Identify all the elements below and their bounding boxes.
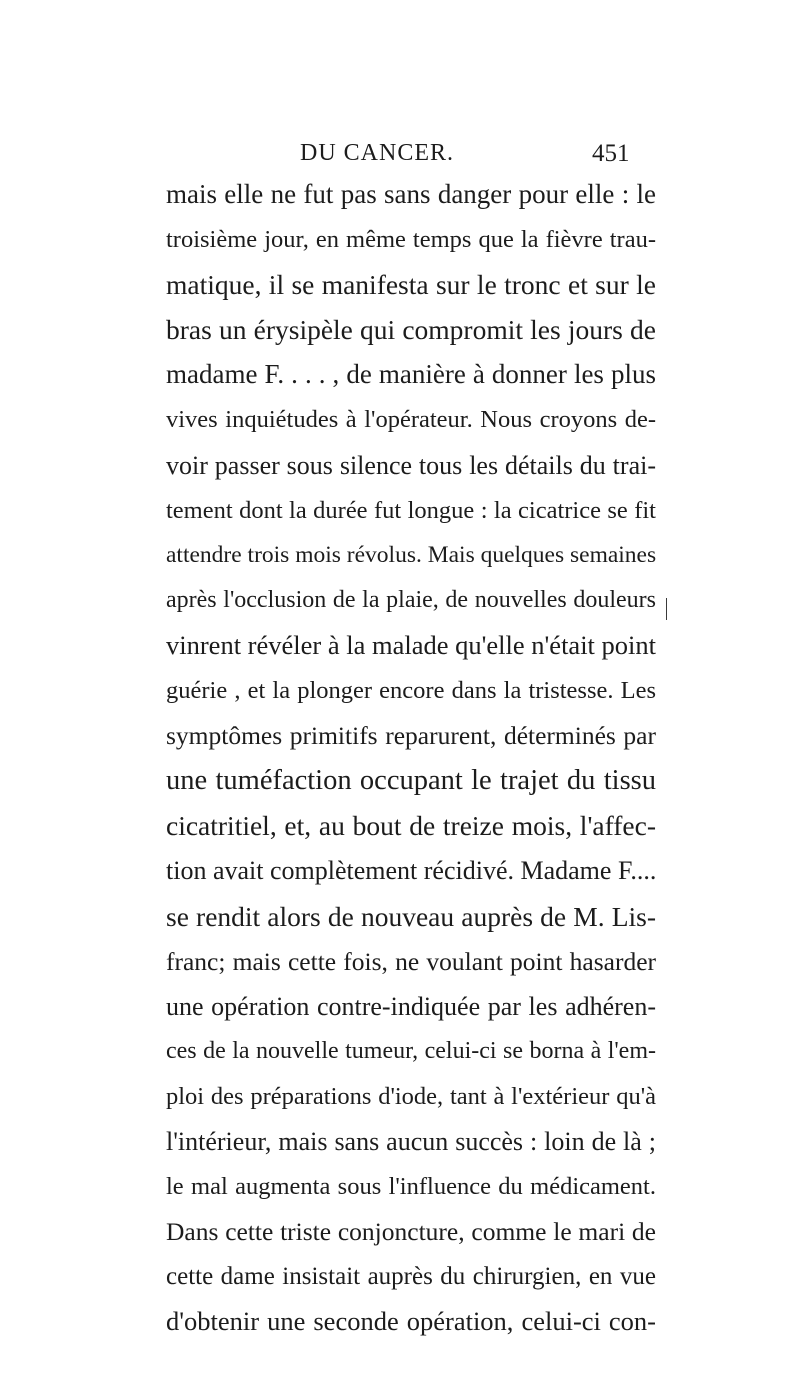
text-line: franc; mais cette fois, ne voulant point hasarder [166,946,656,976]
page-number: 451 [592,140,630,167]
text-line: ploi des préparations d'iode, tant à l'extérieur qu'à [166,1082,656,1110]
text-line: d'obtenir une seconde opération, celui-ci con- [166,1306,656,1337]
text-line: attendre trois mois révolus. Mais quelques semaines [166,541,657,568]
text-line: bras un érysipèle qui compromit les jours de [166,314,656,346]
text-line: tion avait complètement récidivé. Madame F.... [166,856,657,886]
text-line: une tuméfaction occupant le trajet du tissu [166,765,656,797]
text-line: voir passer sous silence tous les détails du trai- [166,450,656,480]
text-line: vives inquiétudes à l'opérateur. Nous croyons de- [166,406,656,434]
text-line: une opération contre-indiquée par les adhéren- [166,991,656,1021]
page-header [0,140,800,170]
text-line: après l'occlusion de la plaie, de nouvelles douleurs [166,586,656,613]
text-line: guérie , et la plonger encore dans la tristesse. Les [166,677,656,705]
text-line: le mal augmenta sous l'influence du médicament. [166,1173,656,1201]
text-line: Dans cette triste conjoncture, comme le mari de [166,1217,656,1247]
running-title: DU CANCER. [300,140,455,166]
text-line: matique, il se manifesta sur le tronc et sur le [166,269,656,301]
text-line: l'intérieur, mais sans aucun succès : loin de là ; [166,1126,656,1156]
text-line: vinrent révéler à la malade qu'elle n'était point [166,629,657,660]
text-line: symptômes primitifs reparurent, déterminés par [166,721,656,751]
text-line: ces de la nouvelle tumeur, celui-ci se borna à l'em- [166,1037,656,1064]
text-line: se rendit alors de nouveau auprès de M. Lis- [166,900,656,932]
text-line: cette dame insistait auprès du chirurgien, en vue [166,1263,656,1291]
text-line: mais elle ne fut pas sans danger pour elle : le [166,179,656,209]
body-text [166,172,656,1344]
text-line: cicatritiel, et, au bout de treize mois, l'affec- [166,810,656,842]
text-line: tement dont la durée fut longue : la cicatrice se fit [166,496,656,524]
text-line: troisième jour, en même temps que la fièvre trau- [166,226,656,254]
text-line: madame F. . . . , de manière à donner les plus [166,359,656,390]
margin-mark [666,598,667,620]
